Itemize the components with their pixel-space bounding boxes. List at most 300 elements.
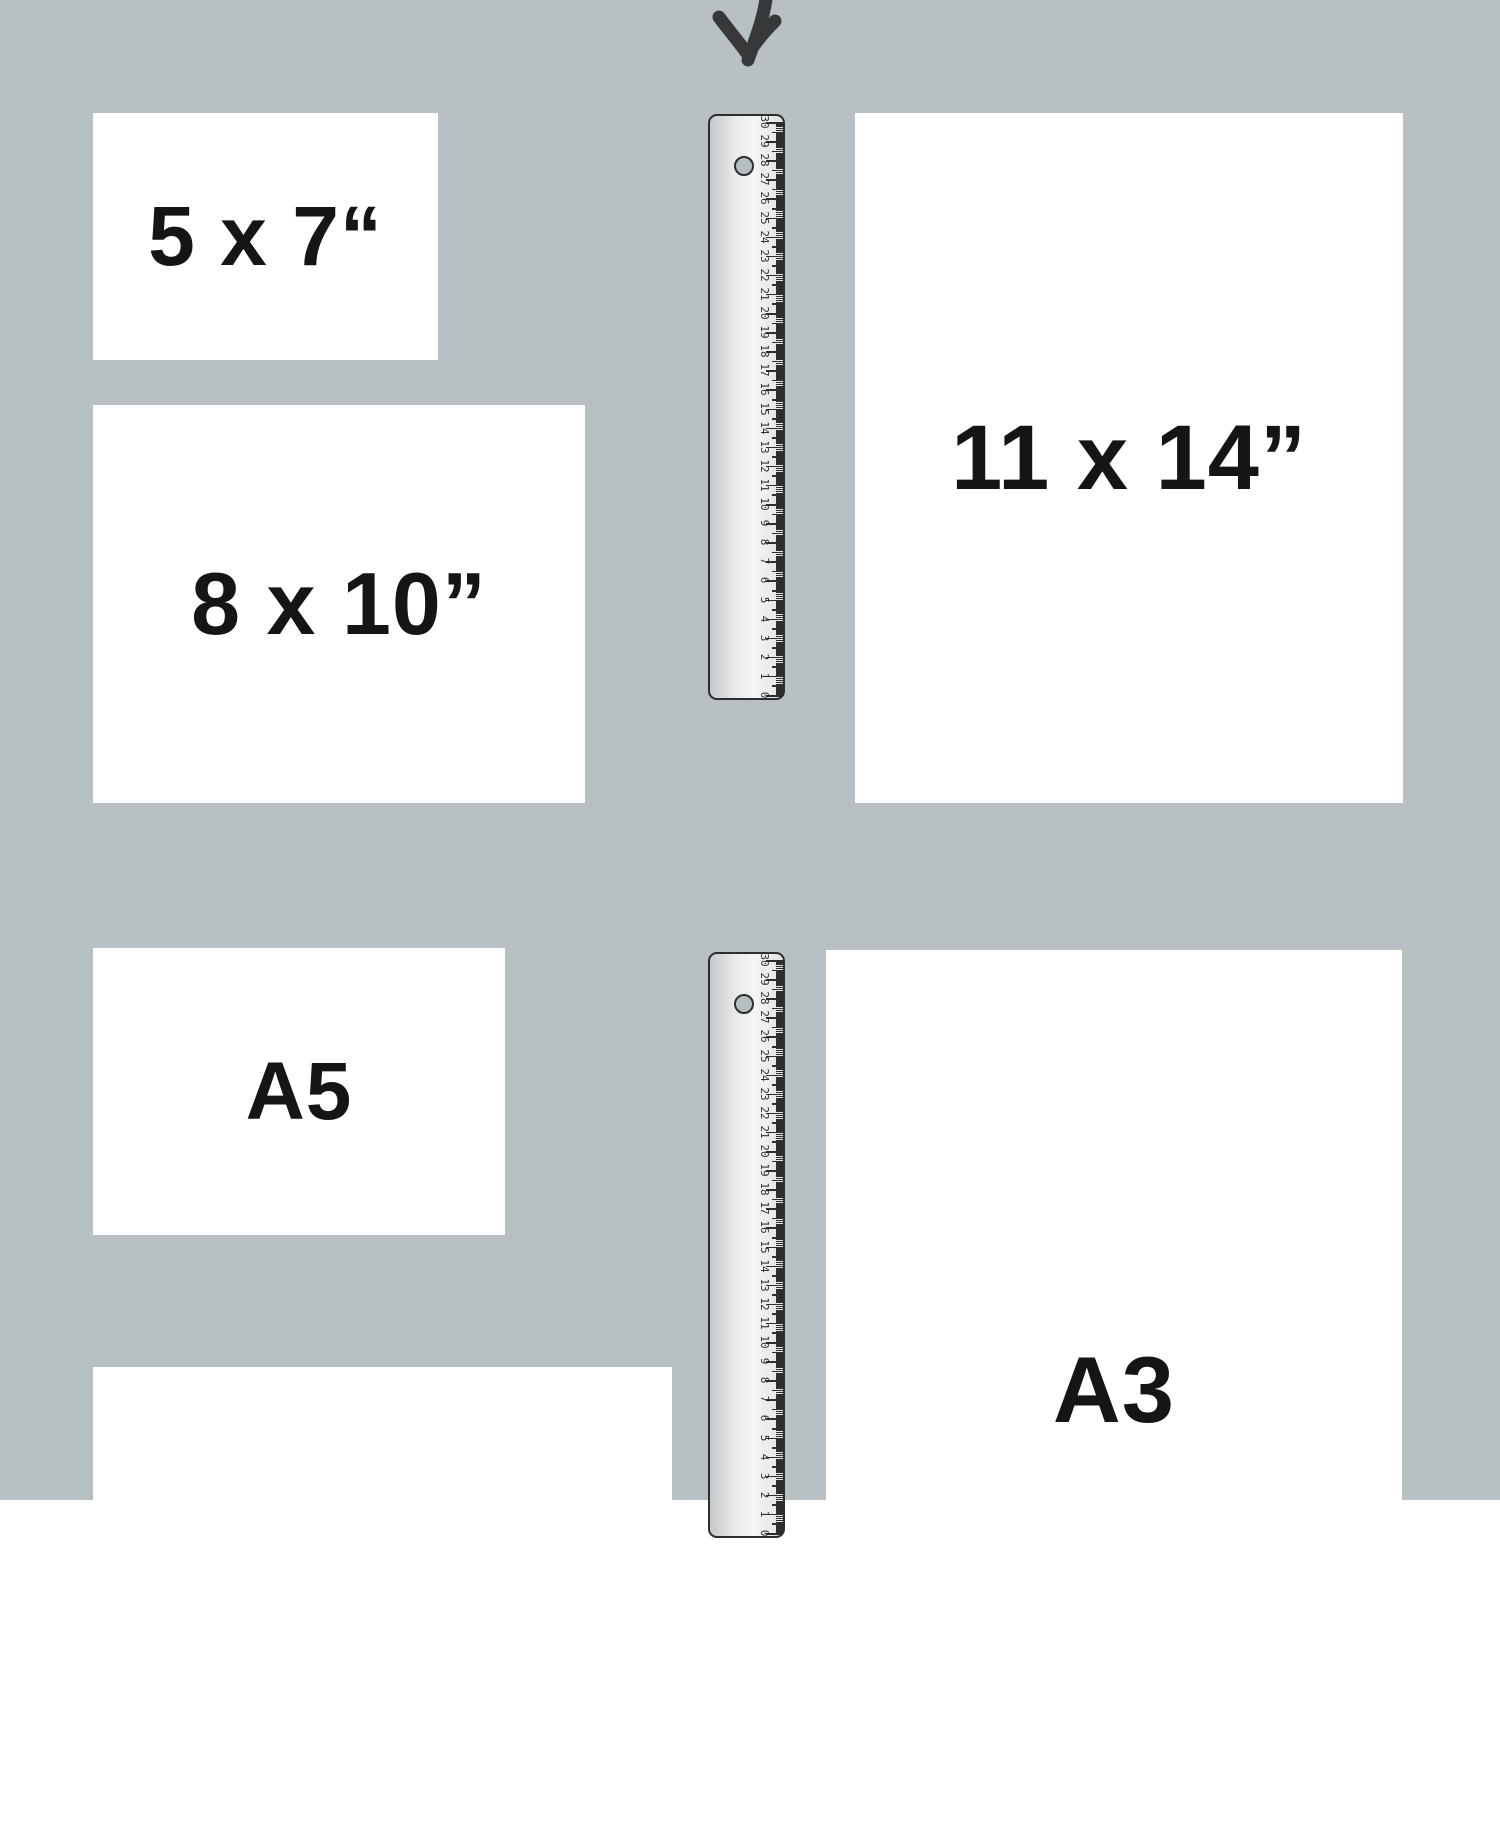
ruler-tick — [776, 1178, 783, 1180]
ruler-tick — [776, 435, 783, 437]
ruler-tick — [776, 1077, 783, 1079]
ruler-tick — [776, 554, 783, 556]
ruler-tick — [776, 1308, 783, 1310]
ruler-tick — [776, 183, 783, 185]
ruler-tick — [776, 133, 783, 135]
ruler-tick — [776, 321, 783, 323]
ruler-tick — [772, 170, 783, 172]
ruler-number: 20 — [758, 306, 771, 320]
ruler-number: 3 — [758, 634, 771, 641]
ruler-tick — [776, 395, 783, 397]
ruler-tick — [776, 1048, 783, 1050]
ruler-tick — [772, 380, 783, 382]
ruler-tick — [776, 1206, 783, 1208]
ruler-tick — [772, 1485, 783, 1487]
ruler-number: 22 — [758, 268, 771, 282]
ruler-tick — [776, 153, 783, 155]
ruler-tick — [776, 535, 783, 537]
ruler-tick — [776, 231, 783, 233]
ruler-number: 15 — [758, 401, 771, 416]
ruler-tick — [776, 376, 783, 378]
ruler-tick — [776, 260, 783, 262]
ruler-tick — [776, 1464, 783, 1466]
ruler-tick — [776, 544, 783, 546]
ruler-tick — [776, 472, 783, 474]
ruler-tick — [776, 693, 783, 695]
ruler-number: 26 — [758, 1029, 771, 1044]
paper-a5 — [93, 948, 505, 1235]
ruler-tick — [776, 1344, 783, 1346]
ruler-tick — [776, 200, 783, 202]
ruler-tick — [772, 1008, 783, 1010]
ruler-number: 7 — [758, 1395, 771, 1403]
ruler-number: 27 — [758, 1010, 771, 1024]
ruler-tick — [776, 1019, 783, 1021]
ruler-tick — [772, 970, 783, 972]
ruler-tick — [776, 1289, 783, 1291]
ruler-tick — [776, 582, 783, 584]
ruler-tick — [776, 479, 783, 481]
ruler-tick — [776, 1325, 783, 1327]
ruler-tick — [776, 563, 783, 565]
ruler-tick — [776, 154, 783, 156]
ruler-tick — [776, 273, 783, 275]
ruler-tick — [776, 617, 783, 619]
ruler-tick — [776, 347, 783, 349]
ruler-tick — [776, 216, 783, 218]
ruler-tick — [776, 1260, 783, 1262]
ruler-tick — [772, 1409, 783, 1411]
ruler-tick — [776, 546, 783, 548]
ruler-number: 11 — [758, 478, 771, 492]
ruler-tick — [776, 1233, 783, 1235]
ruler-tick — [776, 1225, 783, 1227]
paper-a4-partial — [93, 1367, 672, 1787]
ruler-tick — [772, 1027, 783, 1029]
ruler-tick — [776, 1086, 783, 1088]
ruler-tick — [776, 1413, 783, 1415]
ruler-tick — [776, 387, 783, 389]
ruler-tick — [776, 288, 783, 290]
ruler-tick — [776, 147, 783, 149]
ruler-tick — [776, 1033, 783, 1035]
ruler-tick — [776, 204, 783, 206]
ruler-tick — [776, 326, 783, 328]
ruler-tick — [776, 621, 783, 623]
ruler-tick — [776, 1105, 783, 1107]
ruler-number: 20 — [758, 1144, 771, 1158]
ruler-tick — [772, 552, 783, 554]
ruler-tick — [776, 586, 783, 588]
ruler-tick — [776, 130, 783, 132]
ruler-tick — [776, 975, 783, 977]
ruler-tick — [776, 1415, 783, 1417]
ruler-tick — [776, 353, 783, 355]
ruler-tick — [776, 324, 783, 326]
ruler-tick — [776, 1292, 783, 1294]
ruler-tick — [776, 286, 783, 288]
ruler-tick — [776, 267, 783, 269]
ruler-number: 12 — [758, 1297, 771, 1311]
ruler-tick — [776, 613, 783, 615]
ruler-tick — [776, 680, 783, 682]
ruler-tick — [776, 1098, 783, 1100]
ruler-tick — [776, 1216, 783, 1218]
ruler-tick — [776, 1382, 783, 1384]
ruler-tick — [776, 481, 783, 483]
ruler-tick — [776, 1183, 783, 1185]
ruler-tick — [776, 1099, 783, 1101]
ruler-tick — [772, 514, 783, 516]
ruler-tick — [776, 540, 783, 542]
ruler-tick — [776, 531, 783, 533]
ruler-tick — [776, 651, 783, 653]
ruler-tick — [776, 263, 783, 265]
ruler-tick — [776, 981, 783, 983]
ruler-tick — [776, 502, 783, 504]
ruler-tick — [776, 359, 783, 361]
ruler-tick — [772, 208, 783, 210]
ruler-tick — [776, 973, 783, 975]
ruler-tick — [776, 1078, 783, 1080]
ruler-tick — [776, 1331, 783, 1333]
ruler-number: 27 — [758, 172, 771, 186]
ruler-tick — [772, 647, 783, 649]
ruler-tick — [772, 265, 783, 267]
ruler-tick — [776, 538, 783, 540]
ruler-tick — [772, 189, 783, 191]
ruler-tick — [776, 601, 783, 603]
ruler-tick — [776, 319, 783, 321]
ruler-number: 30 — [758, 953, 771, 967]
ruler-tick — [776, 412, 783, 414]
ruler-tick — [776, 1367, 783, 1369]
ruler-number: 30 — [758, 115, 771, 129]
ruler-tick — [776, 1174, 783, 1176]
ruler-tick — [776, 1147, 783, 1149]
ruler-tick — [776, 1034, 783, 1036]
ruler-tick — [776, 410, 783, 412]
ruler-tick — [776, 1296, 783, 1298]
ruler-tick — [776, 1264, 783, 1266]
ruler-tick — [772, 246, 783, 248]
ruler-number: 25 — [758, 1048, 771, 1063]
ruler-tick — [776, 235, 783, 237]
ruler-tick — [776, 1527, 783, 1529]
ruler-tick — [776, 1010, 783, 1012]
ruler-tick — [772, 1313, 783, 1315]
ruler-tick — [776, 550, 783, 552]
ruler-tick — [776, 1138, 783, 1140]
ruler-tick — [776, 454, 783, 456]
ruler-tick — [776, 162, 783, 164]
ruler-tick — [776, 366, 783, 368]
ruler-number: 16 — [758, 382, 771, 397]
ruler-tick — [776, 1508, 783, 1510]
ruler-number: 1 — [758, 1510, 771, 1518]
ruler-tick — [776, 1518, 783, 1520]
ruler-tick — [772, 1352, 783, 1354]
ruler-tick — [776, 672, 783, 674]
ruler-number: 25 — [758, 210, 771, 225]
ruler-number: 2 — [758, 1491, 771, 1499]
ruler-tick — [776, 1168, 783, 1170]
ruler-number: 21 — [758, 287, 771, 301]
ruler-tick — [776, 491, 783, 493]
ruler-number: 23 — [758, 1087, 771, 1101]
ruler-tick — [776, 1002, 783, 1004]
ruler-tick — [776, 691, 783, 693]
ruler-tick — [776, 296, 783, 298]
ruler-number: 8 — [758, 538, 771, 546]
ruler-tick — [776, 1353, 783, 1355]
ruler-tick — [776, 1315, 783, 1317]
ruler-tick — [776, 1384, 783, 1386]
ruler-tick — [772, 361, 783, 363]
ruler-tick — [776, 1327, 783, 1329]
ruler-tick — [776, 185, 783, 187]
ruler-tick — [776, 1455, 783, 1457]
ruler-tick — [776, 365, 783, 367]
ruler-tick — [776, 242, 783, 244]
ruler-tick — [776, 1117, 783, 1119]
ruler-tick — [772, 323, 783, 325]
ruler-tick — [776, 1145, 783, 1147]
ruler-tick — [776, 424, 783, 426]
ruler-tick — [776, 1130, 783, 1132]
ruler-number: 29 — [758, 972, 771, 986]
ruler-tick — [776, 1401, 783, 1403]
ruler-tick — [776, 573, 783, 575]
ruler-tick — [776, 1350, 783, 1352]
ruler-number: 19 — [758, 325, 771, 339]
ruler-tick — [776, 330, 783, 332]
ruler-tick — [776, 592, 783, 594]
ruler-tick — [776, 1204, 783, 1206]
ruler-tick — [776, 1392, 783, 1394]
ruler-tick — [776, 328, 783, 330]
paper-11x14 — [855, 113, 1403, 803]
ruler-tick — [776, 664, 783, 666]
ruler-tick — [776, 1441, 783, 1443]
ruler-tick — [772, 1390, 783, 1392]
ruler-tick — [776, 1090, 783, 1092]
ruler-tick — [776, 1397, 783, 1399]
ruler-tick — [776, 1432, 783, 1434]
ruler-tick — [776, 464, 783, 466]
ruler-tick — [776, 397, 783, 399]
ruler-tick — [776, 1283, 783, 1285]
ruler-tick — [776, 384, 783, 386]
ruler-tick — [776, 143, 783, 145]
ruler-tick — [776, 382, 783, 384]
ruler-tick — [776, 968, 783, 970]
ruler-tick — [776, 1277, 783, 1279]
ruler-tick — [776, 577, 783, 579]
ruler-tick — [776, 372, 783, 374]
ruler-tick — [772, 1447, 783, 1449]
ruler-tick — [776, 1241, 783, 1243]
ruler-tick — [776, 1268, 783, 1270]
ruler-tick — [772, 151, 783, 153]
ruler-tick — [772, 1046, 783, 1048]
ruler-tick — [776, 630, 783, 632]
ruler-tick — [776, 596, 783, 598]
ruler-tick — [776, 145, 783, 147]
ruler-tick — [776, 261, 783, 263]
ruler-number: 2 — [758, 653, 771, 661]
ruler-tick — [776, 1222, 783, 1224]
ruler-tick — [776, 687, 783, 689]
ruler-tick — [776, 135, 783, 137]
ruler-tick — [776, 1481, 783, 1483]
ruler-tick — [776, 470, 783, 472]
ruler-tick — [776, 128, 783, 130]
ruler-number: 13 — [758, 1278, 771, 1292]
ruler-tick — [776, 565, 783, 567]
ruler-tick — [776, 1298, 783, 1300]
ruler-tick — [776, 1460, 783, 1462]
ruler-tick — [776, 416, 783, 418]
ruler-tick — [776, 126, 783, 128]
ruler-tick — [776, 374, 783, 376]
ruler-tick — [776, 567, 783, 569]
ruler-tick — [776, 1394, 783, 1396]
ruler-tick — [772, 590, 783, 592]
ruler-tick — [776, 1162, 783, 1164]
ruler-tick — [776, 594, 783, 596]
ruler-tick — [772, 1237, 783, 1239]
ruler-tick — [776, 1212, 783, 1214]
ruler-tick — [776, 1182, 783, 1184]
ruler-number: 22 — [758, 1106, 771, 1120]
ruler-tick — [776, 1073, 783, 1075]
ruler-tick — [776, 345, 783, 347]
ruler-tick — [776, 1365, 783, 1367]
ruler-tick — [776, 298, 783, 300]
ruler-tick — [776, 992, 783, 994]
ruler-number: 16 — [758, 1220, 771, 1235]
ruler-tick — [776, 1155, 783, 1157]
ruler-tick — [776, 578, 783, 580]
ruler-tick — [776, 1191, 783, 1193]
ruler-tick — [776, 156, 783, 158]
ruler-tick — [776, 403, 783, 405]
ruler-tick — [776, 1395, 783, 1397]
ruler-tick — [776, 181, 783, 183]
ruler-tick — [776, 661, 783, 663]
ruler-number: 21 — [758, 1125, 771, 1139]
ruler-tick — [776, 477, 783, 479]
ruler-tick — [776, 1449, 783, 1451]
ruler-tick — [776, 1096, 783, 1098]
ruler-tick — [776, 460, 783, 462]
ruler-tick — [776, 1067, 783, 1069]
ruler-tick — [776, 645, 783, 647]
ruler-tick — [776, 1050, 783, 1052]
ruler-tick — [776, 1243, 783, 1245]
ruler-tick — [776, 244, 783, 246]
ruler-tick — [776, 1214, 783, 1216]
ruler-tick — [776, 214, 783, 216]
ruler-number: 24 — [758, 229, 771, 244]
ruler-tick — [776, 349, 783, 351]
ruler-number: 12 — [758, 459, 771, 473]
ruler-tick — [776, 1004, 783, 1006]
ruler-tick — [776, 1311, 783, 1313]
ruler-number: 5 — [758, 1434, 771, 1441]
ruler-tick — [772, 666, 783, 668]
ruler-tick — [776, 307, 783, 309]
ruler-tick — [776, 1439, 783, 1441]
ruler-tick — [776, 172, 783, 174]
ruler-tick — [776, 177, 783, 179]
ruler-tick — [776, 1143, 783, 1145]
ruler-tick — [776, 281, 783, 283]
ruler-tick — [776, 378, 783, 380]
ruler-tick — [776, 556, 783, 558]
ruler-tick — [776, 1510, 783, 1512]
ruler-tick — [776, 1197, 783, 1199]
ruler-tick — [776, 240, 783, 242]
ruler-scale — [710, 116, 783, 698]
ruler-tick — [776, 1529, 783, 1531]
ruler-tick — [776, 363, 783, 365]
ruler-tick — [776, 634, 783, 636]
ruler-tick — [776, 317, 783, 319]
ruler-tick — [776, 405, 783, 407]
ruler-tick — [776, 1329, 783, 1331]
ruler-tick — [776, 1128, 783, 1130]
ruler-tick — [776, 223, 783, 225]
ruler-tick — [776, 1374, 783, 1376]
ruler-tick — [776, 1355, 783, 1357]
paper-5x7 — [93, 113, 438, 360]
ruler-tick — [772, 284, 783, 286]
ruler-tick — [776, 254, 783, 256]
ruler-tick — [776, 529, 783, 531]
ruler-number: 17 — [758, 1201, 771, 1215]
ruler-tick — [776, 607, 783, 609]
ruler-tick — [772, 533, 783, 535]
ruler-tick — [776, 1195, 783, 1197]
ruler-tick — [776, 1407, 783, 1409]
ruler-number: 19 — [758, 1163, 771, 1177]
ruler-tick — [772, 571, 783, 573]
ruler-tick — [772, 1504, 783, 1506]
ruler-tick — [776, 1119, 783, 1121]
ruler-tick — [776, 1229, 783, 1231]
ruler-tick — [776, 678, 783, 680]
ruler-tick — [776, 292, 783, 294]
ruler-number: 11 — [758, 1316, 771, 1330]
ruler-tick — [776, 1153, 783, 1155]
ruler-tick — [776, 1388, 783, 1390]
ruler-tick — [776, 269, 783, 271]
ruler-tick — [776, 1273, 783, 1275]
ruler-tick — [776, 1088, 783, 1090]
ruler-tick — [776, 1021, 783, 1023]
ruler-tick — [776, 1338, 783, 1340]
ruler-tick — [776, 401, 783, 403]
ruler-tick — [776, 1290, 783, 1292]
ruler-tick — [776, 1445, 783, 1447]
ruler-tick — [776, 1279, 783, 1281]
ruler-tick — [772, 418, 783, 420]
ruler-tick — [776, 624, 783, 626]
ruler-tick — [776, 670, 783, 672]
ruler-tick — [776, 279, 783, 281]
